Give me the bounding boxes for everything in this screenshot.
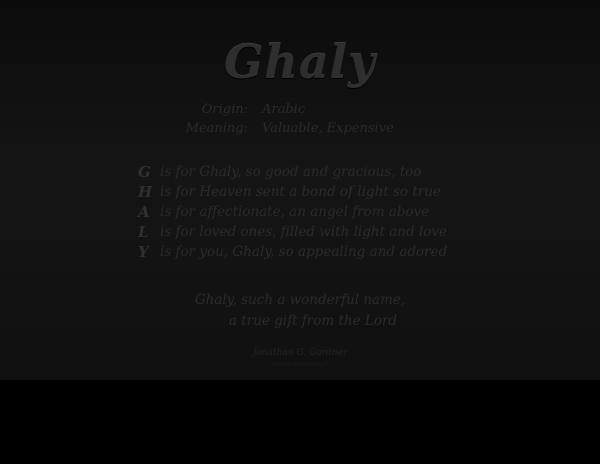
acrostic-line <box>0 182 600 202</box>
closing-verse <box>0 290 600 332</box>
metadata-row <box>0 100 600 119</box>
name-metadata <box>0 100 600 138</box>
signature <box>0 348 600 370</box>
acrostic-text: is for Heaven sent a bond of light so true <box>160 184 441 200</box>
signature-subtext: name-meanings <box>271 360 329 368</box>
acrostic-poem <box>0 162 600 262</box>
signature-name: Jonathan G. Gardner <box>252 348 348 358</box>
page-title: Ghaly <box>224 35 376 89</box>
acrostic-letter: H <box>138 183 153 201</box>
meaning-label: Meaning: <box>185 121 248 136</box>
acrostic-letter: Y <box>138 243 149 261</box>
acrostic-text: is for loved ones, filled with light and love <box>160 224 447 240</box>
acrostic-text: is for you, Ghaly, so appealing and adored <box>160 244 448 260</box>
closing-line-2: a true gift from the Lord <box>228 313 398 329</box>
origin-label: Origin: <box>201 102 248 117</box>
acrostic-line <box>0 242 600 262</box>
acrostic-line <box>0 222 600 242</box>
acrostic-line <box>0 202 600 222</box>
metadata-row <box>0 119 600 138</box>
acrostic-line <box>0 162 600 182</box>
acrostic-letter: A <box>138 203 150 221</box>
acrostic-text: is for Ghaly, so good and gracious, too <box>160 164 422 180</box>
acrostic-text: is for affectionate, an angel from above <box>160 204 430 220</box>
origin-value: Arabic <box>262 102 306 117</box>
acrostic-letter: G <box>138 163 151 181</box>
closing-line-1: Ghaly, such a wonderful name, <box>194 292 406 308</box>
meaning-value: Valuable, Expensive <box>262 121 394 136</box>
acrostic-letter: L <box>138 223 149 241</box>
